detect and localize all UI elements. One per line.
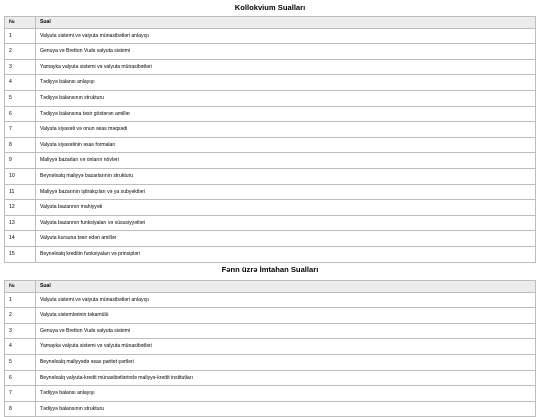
colloquium-title: Kollokvium Sualları [234, 3, 306, 12]
question-text: Yamayka valyuta sistemi və valyuta münasibətləri [36, 339, 536, 355]
table-row [5, 246, 536, 262]
question-text: Beynəlxalq kreditin funksiyaları və prinsipləri [36, 246, 536, 262]
table-row [5, 168, 536, 184]
question-text: Beynəlxalq valyuta-kredit münasibətlərində maliyyə-kredit institutları [36, 370, 536, 386]
column-header-number: № [5, 17, 36, 29]
question-text: Tədiyyə balansının strukturu [36, 401, 536, 417]
table-row [5, 75, 536, 91]
table-row [5, 308, 536, 324]
column-header-number: № [5, 281, 36, 293]
column-header-question: Sual [36, 281, 536, 293]
question-number: 10 [5, 168, 36, 184]
question-number: 7 [5, 122, 36, 138]
table-row [5, 370, 536, 386]
question-text: Valyuta bazarının mahiyyəti [36, 200, 536, 216]
table-row [5, 323, 536, 339]
question-number: 14 [5, 231, 36, 247]
colloquium-questions-table [4, 16, 536, 263]
question-text: Tədiyyə balansı anlayışı [36, 386, 536, 402]
question-number: 8 [5, 137, 36, 153]
question-number: 3 [5, 323, 36, 339]
question-text: Beynəlxalq maliyyədə əsas paritet şərtləri [36, 354, 536, 370]
question-text: Genuya və Bretton Vuds valyuta sistemi [36, 323, 536, 339]
table-row [5, 200, 536, 216]
table-header-row [5, 281, 536, 293]
question-text: Valyuta kursuna təsir edən amillər [36, 231, 536, 247]
question-number: 4 [5, 75, 36, 91]
question-text: Maliyyə bazarının iştirakçıları və ya subyektləri [36, 184, 536, 200]
question-text: Genuya və Bretton Vuds valyuta sistemi [36, 44, 536, 60]
table-row [5, 28, 536, 44]
table-row [5, 59, 536, 75]
question-number: 6 [5, 106, 36, 122]
question-number: 1 [5, 28, 36, 44]
question-number: 8 [5, 401, 36, 417]
question-number: 13 [5, 215, 36, 231]
table-row [5, 44, 536, 60]
table-row [5, 339, 536, 355]
question-text: Valyuta sistemlərinin təkamülü [36, 308, 536, 324]
question-number: 1 [5, 292, 36, 308]
table-row [5, 215, 536, 231]
question-text: Valyuta siyasəti və onun əsas məqsədi [36, 122, 536, 138]
table-header-row [5, 17, 536, 29]
question-number: 2 [5, 308, 36, 324]
question-number: 2 [5, 44, 36, 60]
question-number: 7 [5, 386, 36, 402]
question-text: Tədiyyə balansının strukturu [36, 90, 536, 106]
question-number: 5 [5, 354, 36, 370]
question-number: 12 [5, 200, 36, 216]
table-row [5, 137, 536, 153]
question-text: Maliyyə bazarları və onların növləri [36, 153, 536, 169]
table-row [5, 184, 536, 200]
question-text: Beynəlxalq maliyyə bazarlarının strukturu [36, 168, 536, 184]
table-row [5, 122, 536, 138]
question-number: 5 [5, 90, 36, 106]
table-row [5, 106, 536, 122]
table-row [5, 153, 536, 169]
question-text: Valyuta sistemi və valyuta münasibətləri anlayışı [36, 292, 536, 308]
question-number: 11 [5, 184, 36, 200]
table-row [5, 292, 536, 308]
question-number: 4 [5, 339, 36, 355]
question-number: 6 [5, 370, 36, 386]
table-row [5, 386, 536, 402]
table-row [5, 90, 536, 106]
exam-table-body [5, 292, 536, 417]
table-row [5, 354, 536, 370]
question-text: Valyuta bazarının funksiyaları və xüsusiyyətləri [36, 215, 536, 231]
question-text: Tədiyyə balansı anlayışı [36, 75, 536, 91]
question-number: 9 [5, 153, 36, 169]
question-number: 3 [5, 59, 36, 75]
question-text: Yamayka valyuta sistemi və valyuta münasibətləri [36, 59, 536, 75]
question-text: Valyuta sistemi və valyuta münasibətləri anlayışı [36, 28, 536, 44]
column-header-question: Sual [36, 17, 536, 29]
question-number: 15 [5, 246, 36, 262]
exam-questions-table [4, 280, 536, 417]
question-text: Valyuta siyasətinin əsas formaları [36, 137, 536, 153]
colloquium-table-body [5, 28, 536, 262]
table-row [5, 231, 536, 247]
question-text: Tədiyyə balansına təsir göstərən amillər [36, 106, 536, 122]
table-row [5, 401, 536, 417]
exam-title: Fənn üzrə İmtahan Sualları [221, 265, 319, 274]
